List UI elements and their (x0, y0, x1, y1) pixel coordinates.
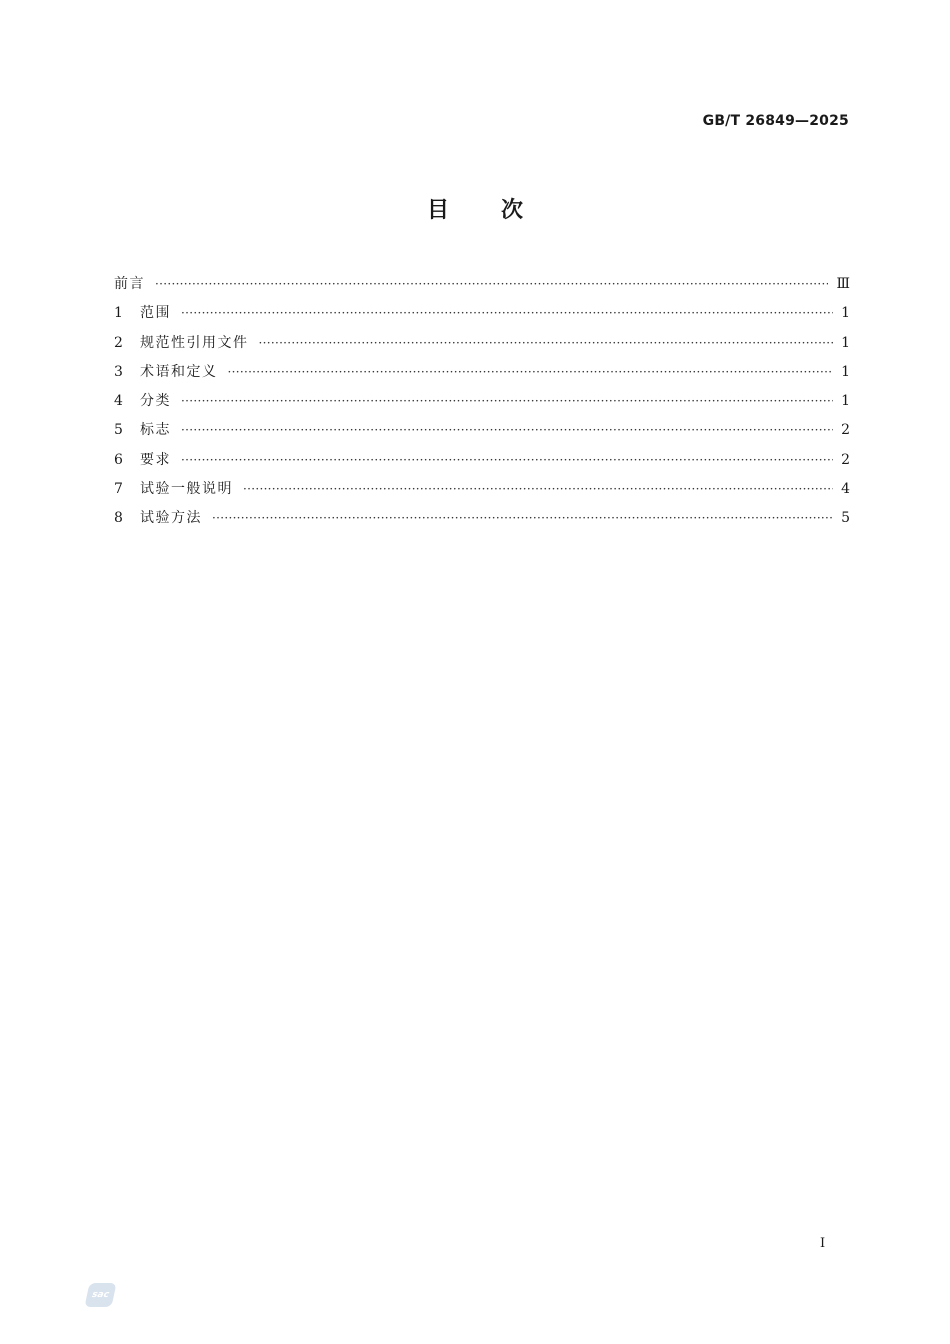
toc-entry-page: 4 (841, 481, 850, 498)
toc-entry-label: 前言 (114, 276, 145, 292)
standard-code: GB/T 26849—2025 (702, 113, 849, 129)
toc-entry-foreword[interactable] (114, 270, 850, 299)
toc-entry-normative-references[interactable] (114, 329, 850, 358)
toc-entry-label: 试验方法 (140, 510, 202, 527)
toc-entry-test-methods[interactable] (114, 504, 850, 533)
toc-entry-page: 1 (841, 305, 850, 322)
toc-entry-page: 1 (841, 363, 850, 380)
toc-leader-dots (181, 416, 833, 445)
toc-entry-page: 1 (841, 393, 850, 410)
toc-entry-page: 5 (841, 510, 850, 527)
toc-entry-number: 8 (114, 510, 123, 527)
toc-entry-classification[interactable] (114, 387, 850, 416)
toc-leader-dots (243, 475, 833, 504)
toc-entry-terms-definitions[interactable] (114, 358, 850, 387)
toc-entry-label: 规范性引用文件 (140, 334, 249, 351)
toc-entry-number: 4 (114, 393, 123, 410)
toc-entry-requirements[interactable] (114, 446, 850, 475)
toc-entry-scope[interactable] (114, 299, 850, 328)
toc-entry-page: Ⅲ (836, 276, 850, 292)
toc-entry-number: 7 (114, 481, 123, 498)
title-char-2: 次 (501, 198, 524, 223)
toc-leader-dots (228, 358, 834, 387)
toc-leader-dots (259, 329, 834, 358)
toc-leader-dots (181, 446, 833, 475)
toc-entry-number: 1 (114, 305, 123, 322)
toc-entry-label: 分类 (140, 393, 171, 410)
page-number: I (820, 1236, 826, 1251)
toc-entry-number: 6 (114, 451, 123, 468)
toc-entry-general-test-notes[interactable] (114, 475, 850, 504)
toc-entry-label: 要求 (140, 451, 171, 468)
sac-logo-text: sac (91, 1290, 110, 1300)
toc-leader-dots (181, 299, 833, 328)
toc-leader-dots (212, 504, 833, 533)
sac-logo-icon (84, 1283, 116, 1307)
toc-entry-label: 试验一般说明 (140, 481, 233, 498)
toc-entry-label: 术语和定义 (140, 363, 218, 380)
page-title (0, 193, 950, 224)
title-char-1: 目 (426, 198, 449, 223)
toc-leader-dots (181, 387, 833, 416)
toc-entry-page: 1 (841, 334, 850, 351)
toc-entry-marking[interactable] (114, 416, 850, 445)
table-of-contents (114, 270, 850, 534)
toc-entry-page: 2 (841, 451, 850, 468)
toc-entry-label: 范围 (140, 305, 171, 322)
toc-entry-label: 标志 (140, 422, 171, 439)
toc-entry-number: 5 (114, 422, 123, 439)
toc-entry-page: 2 (841, 422, 850, 439)
toc-entry-number: 2 (114, 334, 123, 351)
toc-leader-dots (155, 270, 828, 299)
toc-entry-number: 3 (114, 363, 123, 380)
